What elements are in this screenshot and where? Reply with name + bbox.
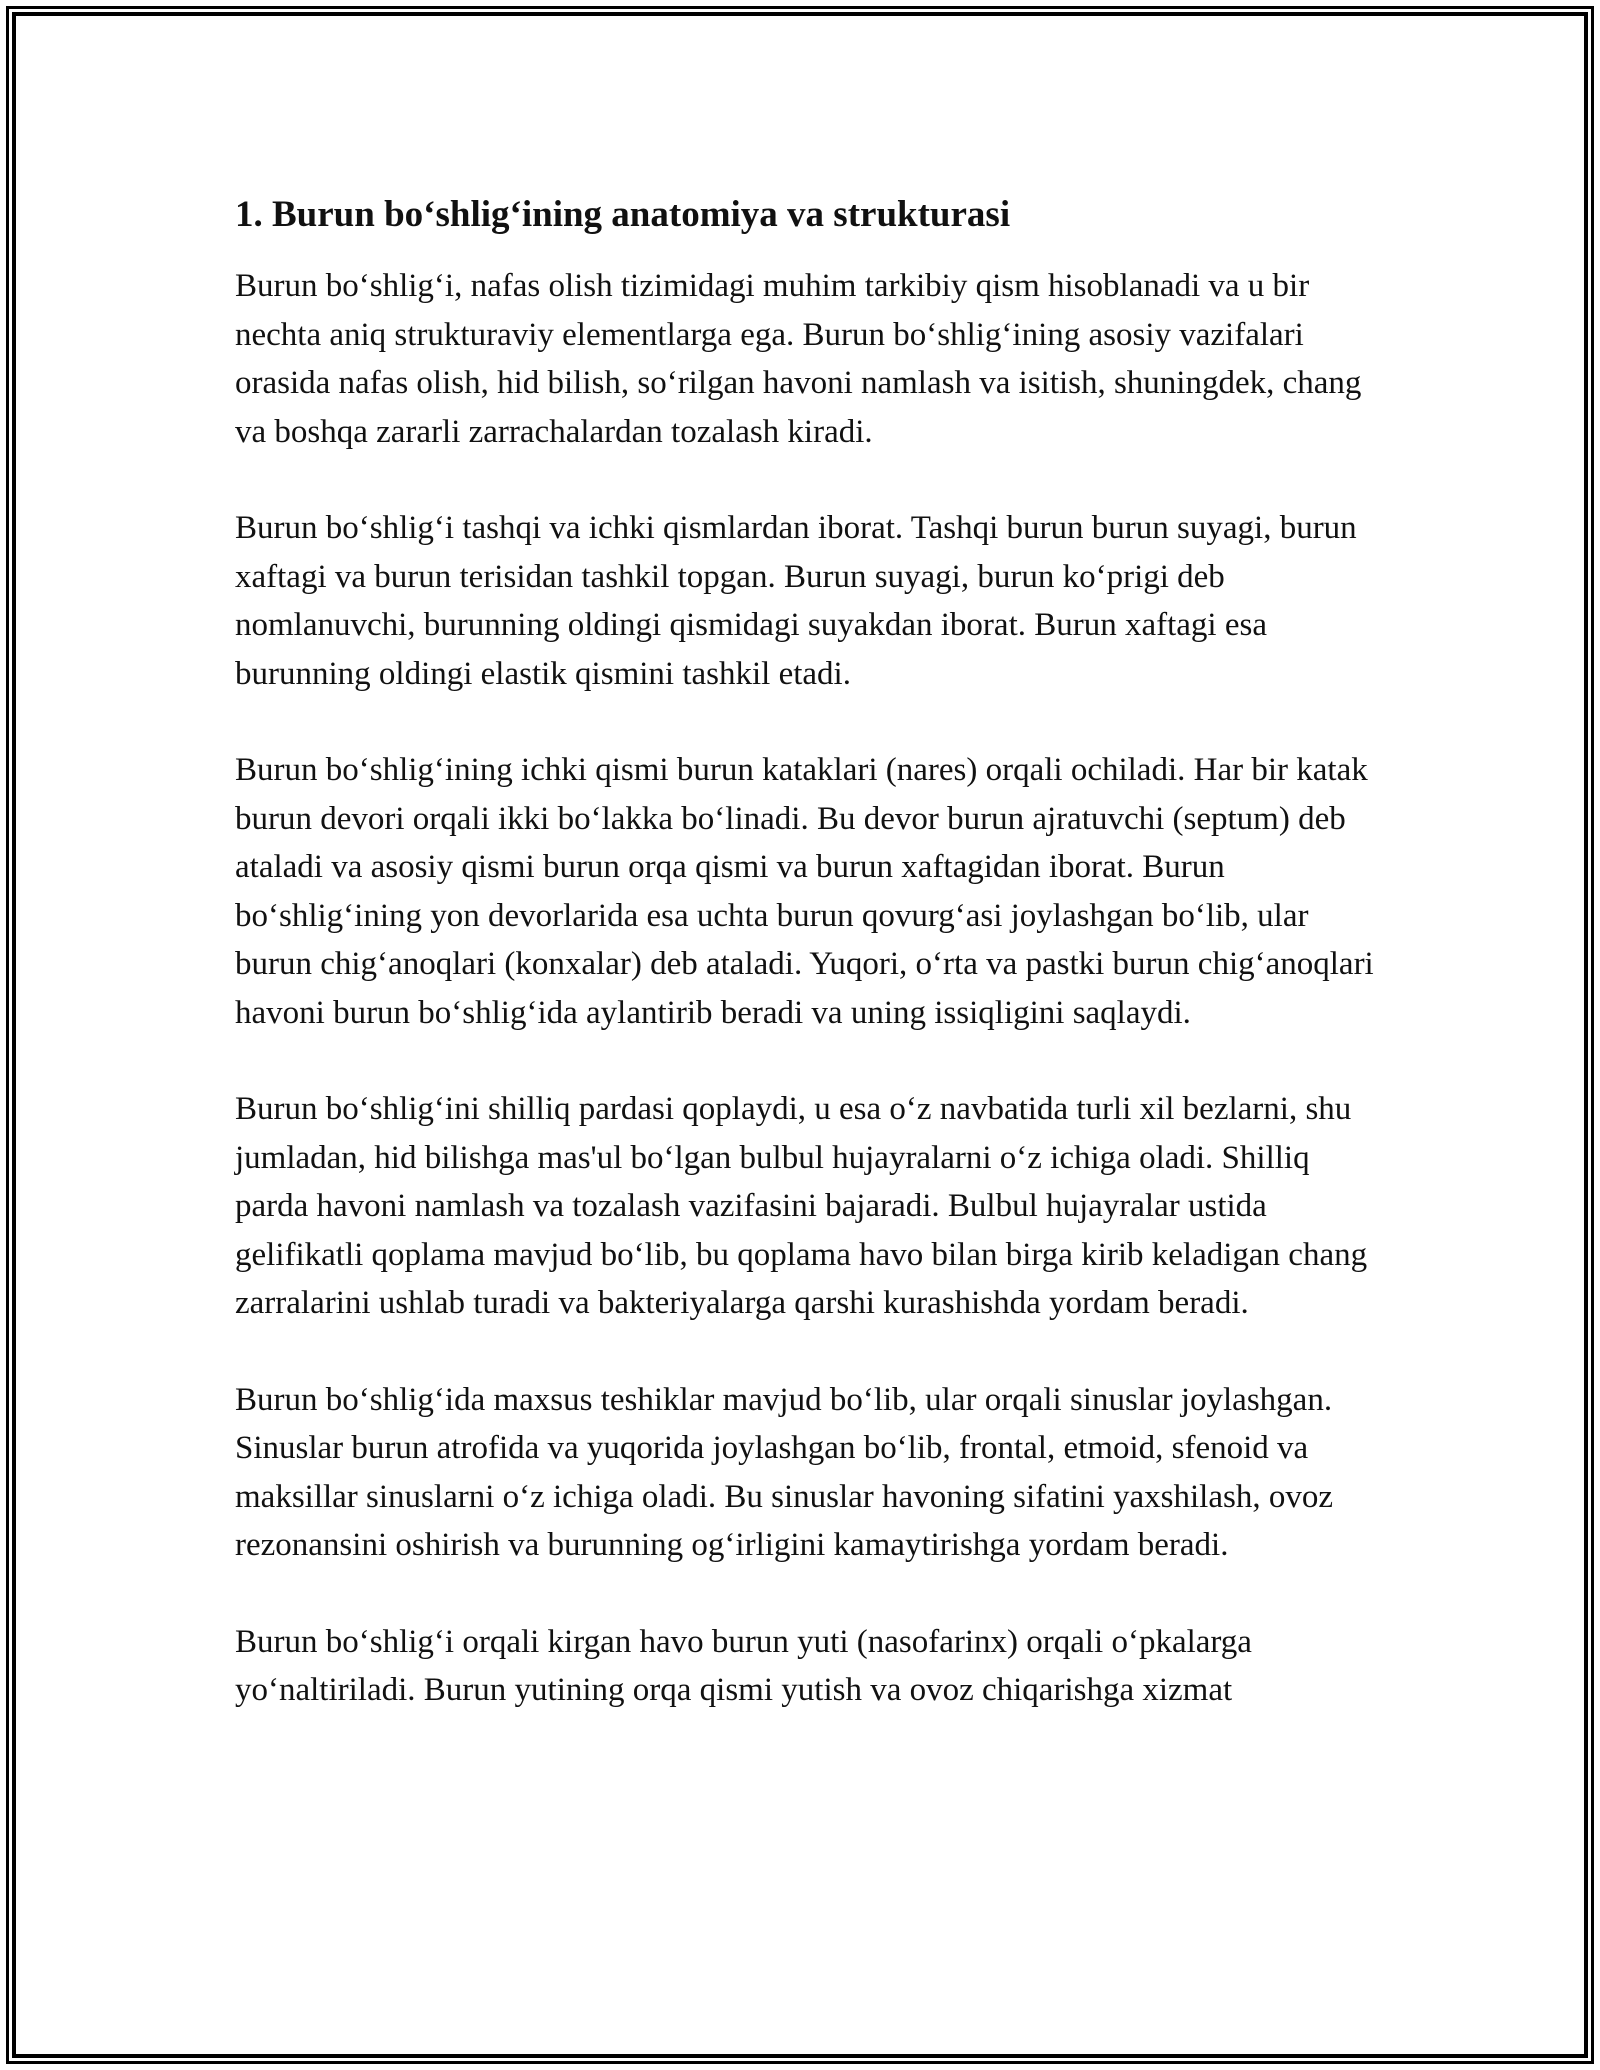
paragraph-4: Burun bo‘shlig‘ini shilliq pardasi qoplaydi, u esa o‘z navbatida turli xil bezlarni, shu jumladan, hid bilishga mas'ul bo‘lgan bulbul hujayralarni o‘z ichiga oladi. Shilliq parda havoni namlash va tozalash vazifasini bajaradi. Bulbul hujayralar ustida gelifikatli qoplama mavjud bo‘lib, bu qoplama havo bilan birga kirib keladigan chang zarralarini ushlab turadi va bakteriyalarga qarshi kurashishda yordam beradi. (235, 1091, 1368, 1321)
document-body (235, 186, 1375, 1763)
section-heading: 1. Burun bo‘shlig‘ining anatomiya va strukturasi (235, 194, 1011, 235)
paragraph-1: Burun bo‘shlig‘i, nafas olish tizimidagi muhim tarkibiy qism hisoblanadi va u bir nechta aniq strukturaviy elementlarga ega. Burun bo‘shlig‘ining asosiy vazifalari orasida nafas olish, hid bilish, so‘rilgan havoni namlash va isitish, shuningdek, chang va boshqa zararli zarrachalardan tozalash kiradi. (235, 268, 1362, 450)
paragraph-6: Burun bo‘shlig‘i orqali kirgan havo burun yuti (nasofarinx) orqali o‘pkalarga yo‘naltiriladi. Burun yutining orqa qismi yutish va ovoz chiqarishga xizmat (235, 1623, 1252, 1708)
paragraph-5: Burun bo‘shlig‘ida maxsus teshiklar mavjud bo‘lib, ular orqali sinuslar joylashgan. Sinuslar burun atrofida va yuqorida joylashgan bo‘lib, frontal, etmoid, sfenoid va maksillar sinuslarni o‘z ichiga oladi. Bu sinuslar havoning sifatini yaxshilash, ovoz rezonansini oshirish va burunning og‘irligini kamaytirishga yordam beradi. (235, 1381, 1333, 1563)
paragraph-3: Burun bo‘shlig‘ining ichki qismi burun kataklari (nares) orqali ochiladi. Har bir katak burun devori orqali ikki bo‘lakka bo‘linadi. Bu devor burun ajratuvchi (septum) deb ataladi va asosiy qismi burun orqa qismi va burun xaftagidan iborat. Burun bo‘shlig‘ining yon devorlarida esa uchta burun qovurg‘asi joylashgan bo‘lib, ular burun chig‘anoqlari (konxalar) deb ataladi. Yuqori, o‘rta va pastki burun chig‘anoqlari havoni burun bo‘shlig‘ida aylantirib beradi va uning issiqligini saqlaydi. (235, 752, 1374, 1031)
paragraph-2: Burun bo‘shlig‘i tashqi va ichki qismlardan iborat. Tashqi burun burun suyagi, burun xaftagi va burun terisidan tashkil topgan. Burun suyagi, burun ko‘prigi deb nomlanuvchi, burunning oldingi qismidagi suyakdan iborat. Burun xaftagi esa burunning oldingi elastik qismini tashkil etadi. (235, 510, 1357, 692)
